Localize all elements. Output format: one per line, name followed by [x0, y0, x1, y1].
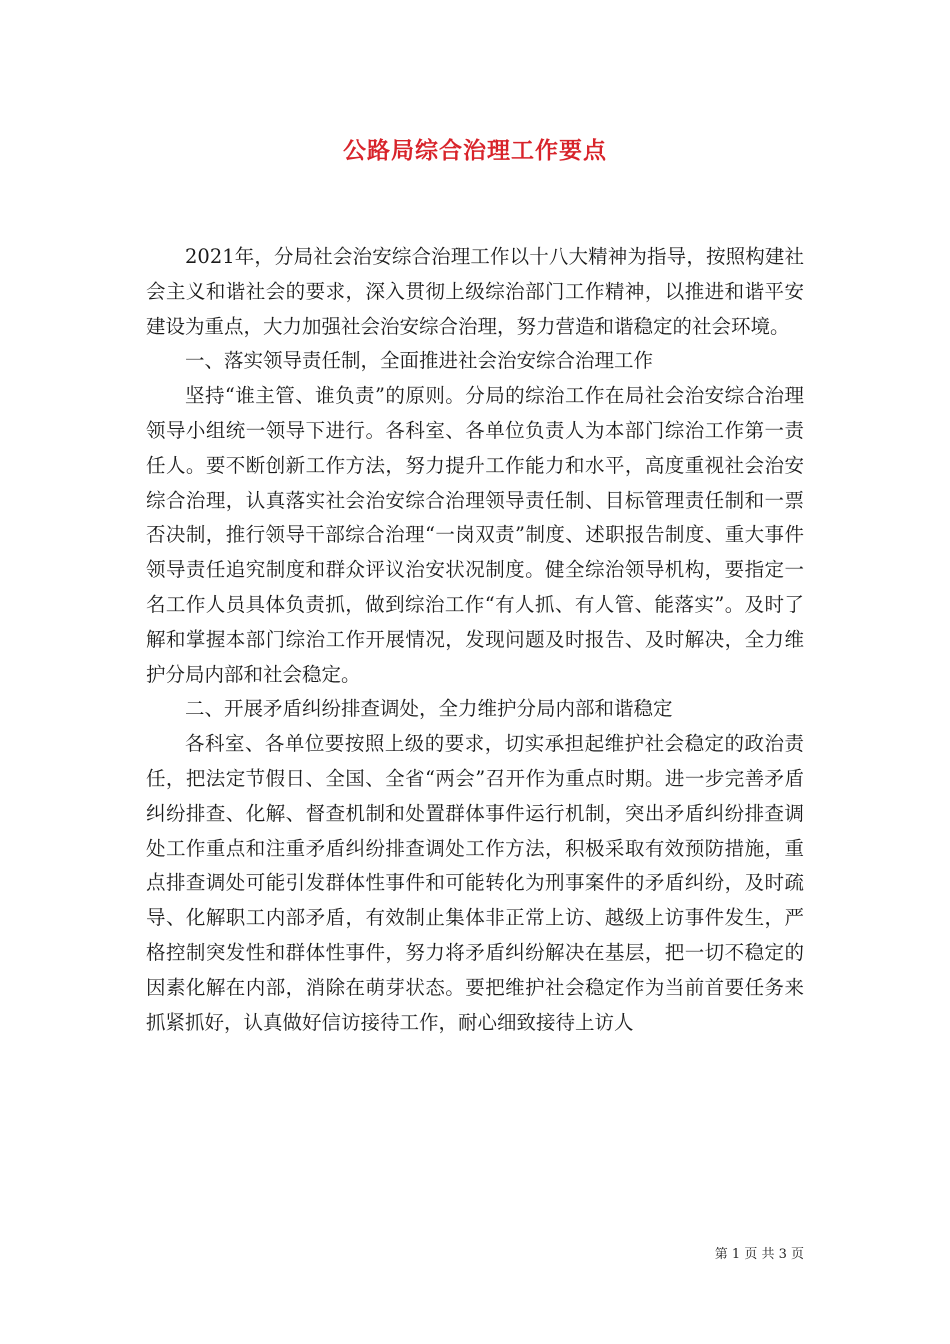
- section-2-paragraph: 各科室、各单位要按照上级的要求，切实承担起维护社会稳定的政治责任，把法定节假日、全国、全省“两会”召开作为重点时期。进一步完善矛盾纠纷排查、化解、督查机制和处置群体事件运行机制，突出矛盾纠纷排查调处工作重点和注重矛盾纠纷排查调处工作方法，积极采取有效预防措施，重点排查调处可能引发群体性事件和可能转化为刑事案件的矛盾纠纷，及时疏导、化解职工内部矛盾，有效制止集体非正常上访、越级上访事件发生，严格控制突发性和群体性事件，努力将矛盾纠纷解决在基层，把一切不稳定的因素化解在内部，消除在萌芽状态。要把维护社会稳定作为当前首要任务来抓紧抓好，认真做好信访接待工作，耐心细致接待上访人: [146, 732, 804, 1034]
- intro-paragraph: 2021年，分局社会治安综合治理工作以十八大精神为指导，按照构建社会主义和谐社会的要求，深入贯彻上级综治部门工作精神，以推进和谐平安建设为重点，大力加强社会治安综合治理，努力营造和谐稳定的社会环境。: [146, 245, 804, 338]
- section-1-paragraph: 坚持“谁主管、谁负责”的原则。分局的综治工作在局社会治安综合治理领导小组统一领导下进行。各科室、各单位负责人为本部门综治工作第一责任人。要不断创新工作方法，努力提升工作能力和水平，高度重视社会治安综合治理，认真落实社会治安综合治理领导责任制、目标管理责任制和一票否决制，推行领导干部综合治理“一岗双责”制度、述职报告制度、重大事件领导责任追究制度和群众评议治安状况制度。健全综治领导机构，要指定一名工作人员具体负责抓，做到综治工作“有人抓、有人管、能落实”。及时了解和掌握本部门综治工作开展情况，发现问题及时报告、及时解决，全力维护分局内部和社会稳定。: [146, 384, 804, 686]
- page-number: 第 1 页 共 3 页: [714, 1247, 804, 1262]
- document-body: [146, 240, 804, 1040]
- document-title: 公路局综合治理工作要点: [343, 137, 607, 164]
- section-heading-1: 一、落实领导责任制，全面推进社会治安综合治理工作: [185, 349, 654, 373]
- section-heading-2: 二、开展矛盾纠纷排查调处，全力维护分局内部和谐稳定: [185, 697, 673, 721]
